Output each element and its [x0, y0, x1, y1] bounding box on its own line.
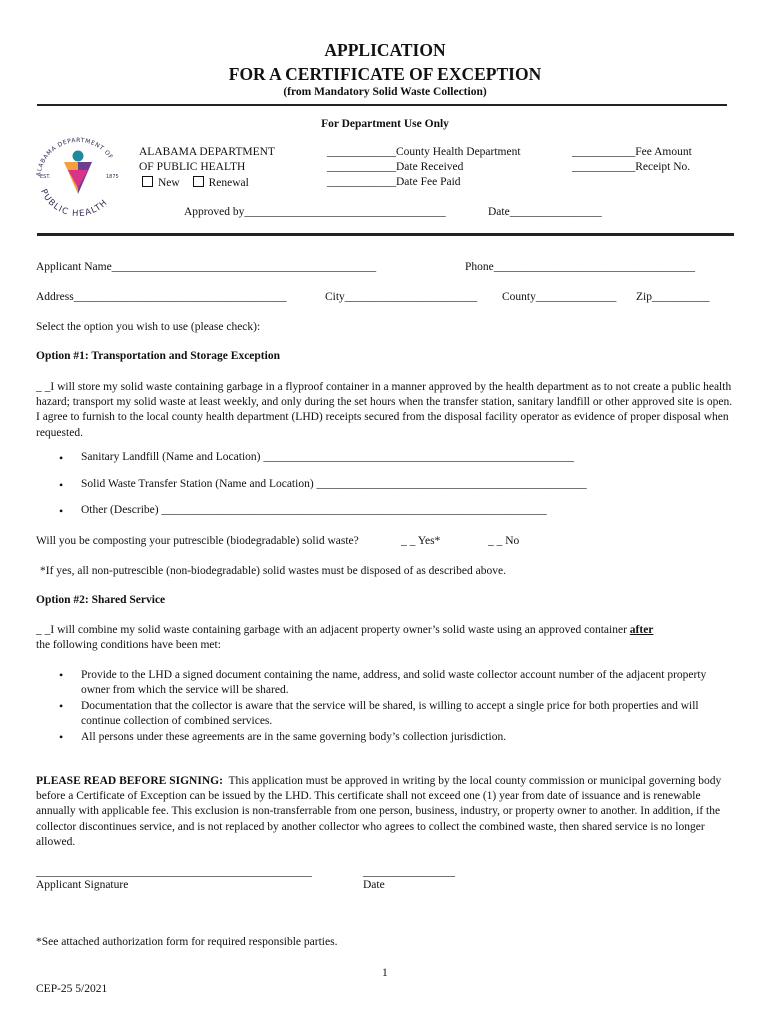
dept-name-line1: ALABAMA DEPARTMENT	[139, 146, 275, 158]
logo-year-text: 1875	[106, 174, 119, 180]
applicant-name-field[interactable]: Applicant Name______________________________________________	[36, 261, 377, 273]
landfill-field[interactable]: Sanitary Landfill (Name and Location) ______________________________________________________	[81, 451, 574, 463]
option2-condition: Provide to the LHD a signed document containing the name, address, and solid waste collector account number of the adjacent property owner from which the service will be shared.	[81, 669, 707, 697]
option2-check-blank[interactable]: _ _	[36, 624, 51, 636]
signature-date-label: Date	[363, 879, 385, 891]
address-field[interactable]: Address_____________________________________	[36, 291, 287, 303]
signing-notice-text: This application must be approved in writing by the local county commission or municipal governing body before a Certificate of Exception can be issued by the LHD. This certificate shall not exceed one (1) year from date of issuance and is renewable annually with applicable fee. This exclusion is non-transferrable from one person, business, industry, or property owner to another. In addition, if the collector discontinues service, and is not replaced by another collector who agrees to collect the combined waste, then shared service is no longer allowed.	[36, 775, 722, 848]
option2-paragraph	[36, 623, 736, 653]
adph-logo	[28, 126, 128, 216]
composting-question: Will you be composting your putrescible (biodegradable) solid waste?	[36, 535, 359, 547]
signature-label: Applicant Signature	[36, 879, 129, 891]
new-label: New	[158, 177, 180, 189]
bullet-icon: •	[59, 478, 64, 492]
dept-name-line2: OF PUBLIC HEALTH	[139, 161, 246, 173]
composting-no-option[interactable]: _ _ No	[488, 535, 520, 547]
logo-arc-bottom-text: PUBLIC HEALTH	[37, 187, 111, 216]
composting-yes-option[interactable]: _ _ Yes*	[401, 535, 441, 547]
signature-date-line[interactable]: ________________	[363, 866, 455, 878]
logo-arc-top-text: ALABAMA DEPARTMENT OF	[35, 136, 115, 177]
new-renewal-row	[142, 176, 249, 189]
page-title-line2: FOR A CERTIFICATE OF EXCEPTION	[228, 64, 542, 84]
bullet-icon: •	[59, 730, 64, 744]
svg-text:PUBLIC HEALTH	[38, 188, 110, 216]
attached-form-note: *See attached authorization form for required responsible parties.	[36, 936, 338, 948]
page-number: 1	[382, 967, 388, 979]
option2-condition: Documentation that the collector is aware that the service will be shared, is willing to accept a single price for both properties and will continue collection of combined services.	[81, 700, 699, 728]
divider-mid	[37, 233, 734, 236]
dept-use-heading: For Department Use Only	[321, 118, 449, 130]
option2-after-word: after	[629, 624, 654, 636]
phone-field[interactable]: Phone___________________________________	[465, 261, 695, 273]
date-received-field[interactable]: ____________Date Received	[327, 161, 464, 173]
receipt-no-field[interactable]: ___________Receipt No.	[572, 161, 691, 173]
divider-top	[37, 104, 727, 106]
renewal-checkbox[interactable]	[193, 176, 204, 187]
option2-heading: Option #2: Shared Service	[36, 594, 166, 606]
composting-note: *If yes, all non-putrescible (non-biodegradable) solid wastes must be disposed of as described above.	[40, 565, 506, 577]
signing-notice	[36, 774, 728, 850]
bullet-icon: •	[59, 699, 64, 713]
county-field[interactable]: County______________	[502, 291, 617, 303]
bullet-icon: •	[59, 668, 64, 682]
page-title: APPLICATION	[324, 40, 446, 60]
option1-check-blank[interactable]: _ _	[36, 381, 51, 393]
option1-paragraph	[36, 380, 736, 441]
city-field[interactable]: City_______________________	[325, 291, 478, 303]
bullet-icon: •	[59, 451, 64, 465]
logo-est-text: EST.	[40, 174, 51, 180]
option2-text: I will combine my solid waste containing garbage with an adjacent property owner’s solid waste using an approved container	[50, 624, 630, 636]
signature-line[interactable]: ________________________________________________	[36, 866, 312, 878]
new-checkbox[interactable]	[142, 176, 153, 187]
option2-condition: All persons under these agreements are in the same governing body’s collection jurisdiction.	[81, 731, 507, 743]
bullet-icon: •	[59, 504, 64, 518]
approved-by-field[interactable]: Approved by___________________________________	[184, 206, 446, 218]
fee-amount-field[interactable]: ___________Fee Amount	[572, 146, 692, 158]
form-id: CEP-25 5/2021	[36, 983, 108, 995]
select-option-instruction: Select the option you wish to use (please check):	[36, 321, 261, 333]
other-describe-field[interactable]: Other (Describe) ___________________________________________________________________	[81, 504, 547, 516]
option1-heading: Option #1: Transportation and Storage Exception	[36, 350, 280, 362]
signing-notice-lead: PLEASE READ BEFORE SIGNING:	[36, 775, 223, 787]
logo-emblem-pink	[68, 170, 88, 188]
county-health-field[interactable]: ____________County Health Department	[327, 146, 521, 158]
page-subtitle: (from Mandatory Solid Waste Collection)	[283, 86, 487, 98]
logo-emblem-head	[73, 151, 84, 162]
renewal-label: Renewal	[208, 177, 249, 189]
option2-text-rest: the following conditions have been met:	[36, 639, 221, 652]
transfer-station-field[interactable]: Solid Waste Transfer Station (Name and Location) _______________________________________________	[81, 478, 587, 490]
approved-date-field[interactable]: Date________________	[488, 206, 602, 218]
option1-text: I will store my solid waste containing garbage in a flyproof container in a manner approved by the health department as to not create a public health hazard; transport my solid waste at least weekly, and only during the set hours when the transfer station, sanitary landfill or other approved site is open. I agree to furnish to the local county health department (LHD) receipts secured from the disposal facility operator as evidence of proper disposal when requested.	[36, 381, 733, 439]
zip-field[interactable]: Zip__________	[636, 291, 710, 303]
date-fee-paid-field[interactable]: ____________Date Fee Paid	[327, 176, 461, 188]
